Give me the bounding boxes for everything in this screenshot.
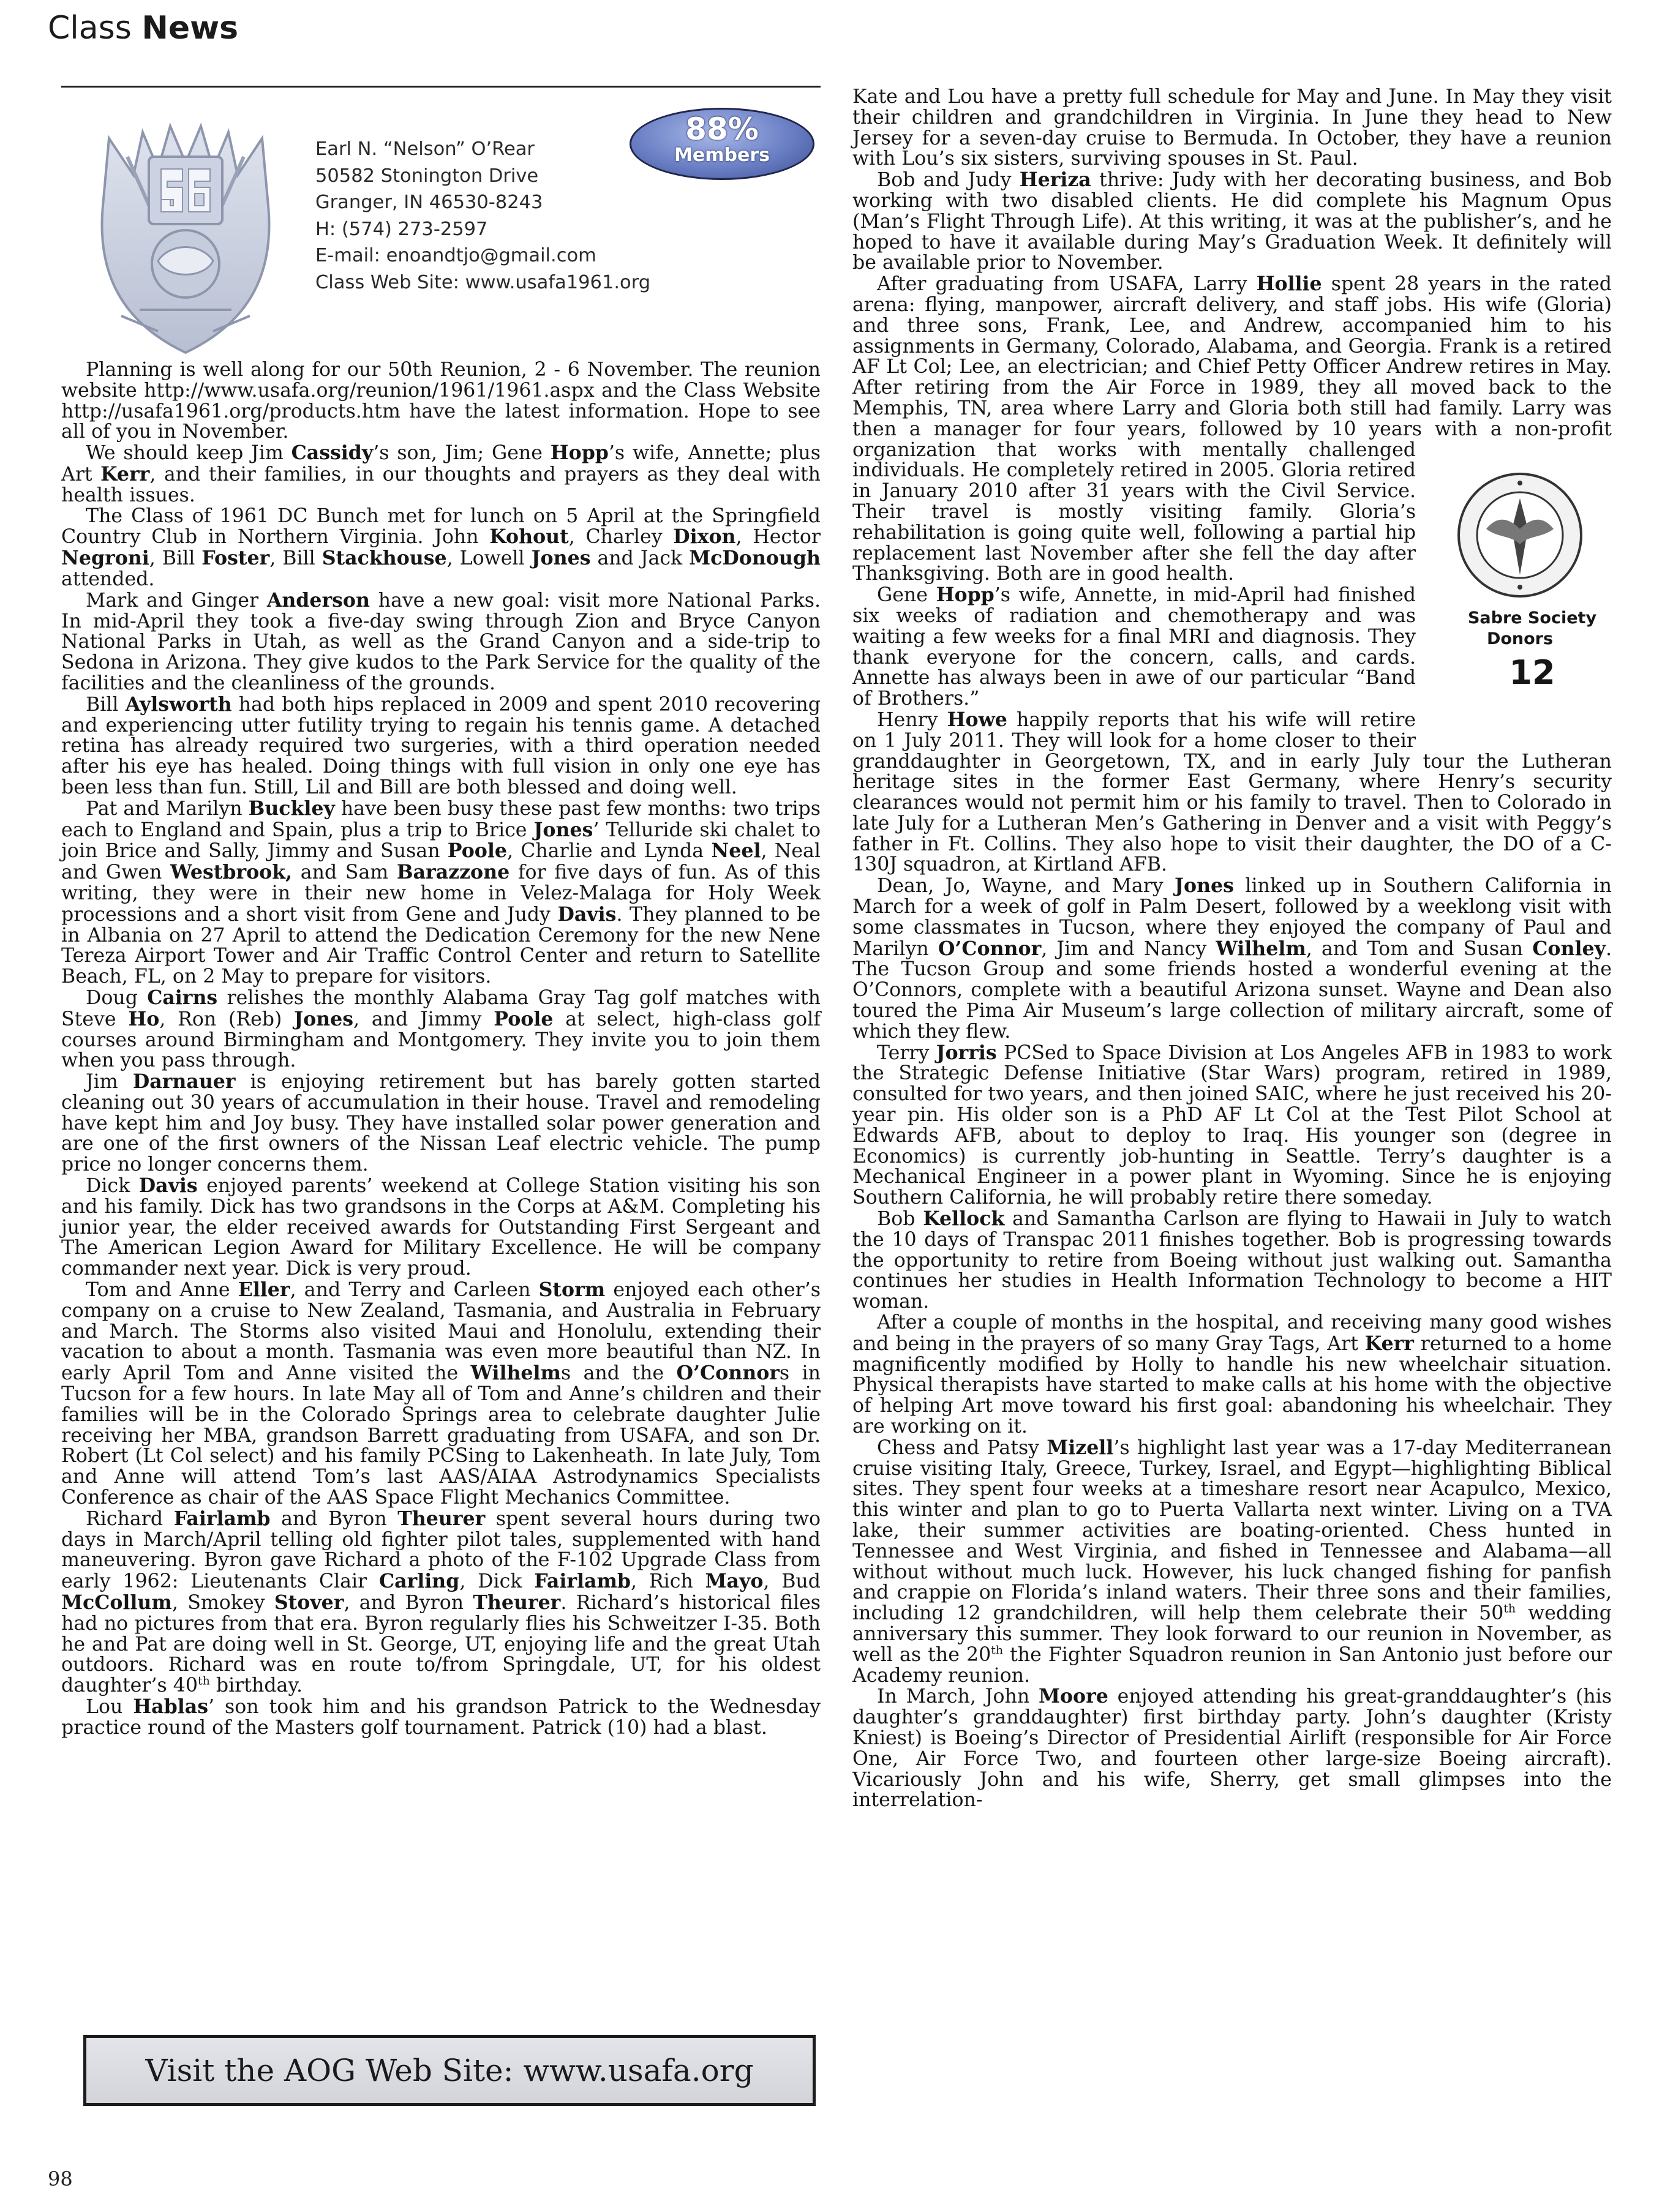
article-paragraph: Chess and Patsy Mizell’s highlight last year was a 17-day Mediterranean cruise visiting Italy, Greece, Turkey, Israel, and Egypt—highlighting Biblical sites. They spent four weeks at a timeshare resort near Acapulco, Mexico, this winter and plan to go to Puerta Vallarta next winter. Living on a TVA lake, their summer activities are boating-oriented. Chess hunted in Tennessee and West Virginia, and fished in Tennessee and Alabama—all without without much luck. However, his luck changed fishing for panfish and crappie on Florida’s inland waters. Their three sons and their families, including 12 grandchildren, will help them celebrate their 50th wedding anniversary this summer. They look forward to our reunion in November, as well as the 20th the Fighter Squadron reunion in San Antonio just before our Academy reunion.	[852, 1436, 1612, 1687]
membership-badge	[630, 108, 814, 180]
article-paragraph: We should keep Jim Cassidy’s son, Jim; Gene Hopp’s wife, Annette; plus Art Kerr, and their families, in our thoughts and prayers as they deal with health issues.	[61, 441, 821, 506]
article-paragraph: In March, John Moore enjoyed attending his great-granddaughter’s (his daughter’s granddaughter) first birthday party. John’s daughter (Kristy Kniest) is Boeing’s Director of Presidential Airlift (responsible for Air Force One, Air Force Two, and fourteen other large-size Boeing aircraft). Vicariously John and his wife, Sherry, get small glimpses into the interrelation-	[852, 1685, 1612, 1812]
phone-number: H: (574) 273-2597	[315, 218, 488, 240]
article-paragraph: After a couple of months in the hospital, and receiving many good wishes and being in the prayers of so many Gray Tags, Art Kerr returned to a home magnificently modified by Holly to handle his new wheelchair situation. Physical therapists have started to make calls at his home with the objective of helping Art move toward his first goal: abandoning his wheelchair. They are working on it.	[852, 1311, 1612, 1438]
scribe-name: Earl N. “Nelson” O’Rear	[315, 138, 535, 160]
aog-website-banner: Visit the AOG Web Site: www.usafa.org	[83, 2035, 816, 2106]
article-paragraph: Bill Aylsworth had both hips replaced in 2009 and spent 2010 recovering and experiencing utter futility trying to regain his tennis game. A detached retina has already required two surgeries, with a third operation needed after his eye has healed. Doing things with full vision in only one eye has been less than fun. Still, Lil and Bill are both blessed and doing well.	[61, 692, 821, 798]
article-paragraph: The Class of 1961 DC Bunch met for lunch on 5 April at the Springfield Country Club in Northern Virginia. John Kohout, Charley Dixon, Hector Negroni, Bill Foster, Bill Stackhouse, Lowell Jones and Jack McDonough attended.	[61, 504, 821, 590]
class-of-1961-crest-icon	[85, 120, 287, 359]
sabre-society-box	[1428, 457, 1612, 745]
email-address: E-mail: enoandtjo@gmail.com	[315, 245, 596, 266]
membership-percent: 88%	[685, 111, 759, 147]
section-title-bold: News	[141, 10, 239, 47]
article-paragraph: Henry Howe happily reports that his wife will retire on 1 July 2011. They will look for a home closer to their granddaughter in Georgetown, TX, and in early July tour the Lutheran heritage sites in the former East Germany, where Henry’s security clearances would not permit him or his family to travel. Then to Colorado in late July for a Lutheran Men’s Gathering in Denver and a visit with Peggy’s father in Ft. Collins. They also hope to visit their daughter, the DO of a C-130J squadron, at Kirtland AFB.	[852, 708, 1612, 876]
sabre-society-label: Sabre Society Donors	[1467, 609, 1597, 649]
article-paragraph: Kate and Lou have a pretty full schedule for May and June. In May they visit their children and grandchildren in Virginia. In June they head to New Jersey for a seven-day cruise to Bermuda. In October, they have a reunion with Lou’s six sisters, surviving spouses in St. Paul.	[852, 86, 1612, 170]
section-title	[48, 11, 238, 46]
article-paragraph: Tom and Anne Eller, and Terry and Carleen Storm enjoyed each other’s company on a cruise to New Zealand, Tasmania, and Australia in February and March. The Storms also visited Maui and Honolulu, extending their vacation to about a month. Tasmania was even more beautiful than NZ. In early April Tom and Anne visited the Wilhelms and the O’Connors in Tucson for a few hours. In late May all of Tom and Anne’s children and their families will be in the Colorado Springs area to celebrate daughter Julie receiving her MBA, grandson Barrett graduating from USAFA, and son Dr. Robert (Lt Col select) and his family PCSing to Lakenheath. In late July, Tom and Anne will attend Tom’s last AAS/AIAA Astrodynamics Specialists Conference as chair of the AAS Space Flight Mechanics Committee.	[61, 1278, 821, 1509]
article-paragraph: Lou Hablas’ son took him and his grandson Patrick to the Wednesday practice round of the Masters golf tournament. Patrick (10) had a blast.	[61, 1695, 821, 1739]
article-paragraph: Sabre Society Donors 12 After graduating from USAFA, Larry Hollie spent 28 years in the rated arena: flying, manpower, aircraft delivery, and staff jobs. His wife (Gloria) and three sons, Frank, Lee, and Andrew, accompanied him to his assignments in Germany, Colorado, Alabama, and Georgia. Frank is a retired AF Lt Col; Lee, an electrician; and Chief Petty Officer Andrew retires in May. After retiring from the Air Force in 1989, they all moved back to the Memphis, TN, area where Larry and Gloria both still had family. Larry was then a manager for four years, followed by 10 years with a non-profit organization that works with mentally challenged individuals. He completely retired in 2005. Gloria retired in January 2010 after 31 years with the Civil Service. Their travel is mostly visiting family. Gloria’s rehabilitation is going quite well, following a partial hip replacement last November after she fell the day after Thanksgiving. Both are in good health.	[852, 274, 1612, 585]
class-website: Class Web Site: www.usafa1961.org	[315, 271, 651, 293]
article-paragraph: Dean, Jo, Wayne, and Mary Jones linked up in Southern California in March for a week of golf in Palm Desert, followed by a weeklong visit with some classmates in Tucson, where they enjoyed the company of Paul and Marilyn O’Connor, Jim and Nancy Wilhelm, and Tom and Susan Conley. The Tucson Group and some friends hosted a wonderful evening at the O’Connors, complete with a beautiful Arizona sunset. Wayne and Dean also toured the Pima Air Museum’s large collection of military aircraft, some of which they flew.	[852, 874, 1612, 1043]
article-paragraph: Doug Cairns relishes the monthly Alabama Gray Tag golf matches with Steve Ho, Ron (Reb) Jones, and Jimmy Poole at select, high-class golf courses around Birmingham and Montgomery. They invite you to join them when you pass through.	[61, 986, 821, 1072]
city-state-zip: Granger, IN 46530-8243	[315, 192, 543, 213]
section-title-light: Class	[48, 10, 132, 47]
page-number: 98	[48, 2167, 73, 2191]
sabre-society-count: 12	[1509, 653, 1555, 692]
right-column	[852, 87, 1612, 1811]
header-rule	[61, 86, 821, 88]
left-column	[61, 360, 821, 1739]
article-paragraph: Richard Fairlamb and Byron Theurer spent several hours during two days in March/April telling old fighter pilot tales, supplemented with hand maneuvering. Byron gave Richard a photo of the F-102 Upgrade Class from early 1962: Lieutenants Clair Carling, Dick Fairlamb, Rich Mayo, Bud McCollum, Smokey Stover, and Byron Theurer. Richard’s historical files had no pictures from that era. Byron regularly flies his Schweitzer I-35. Both he and Pat are doing well in St. George, UT, enjoying life and the great Utah outdoors. Richard was en route to/from Springdale, UT, for his oldest daughter’s 40th birthday.	[61, 1507, 821, 1697]
article-paragraph: Jim Darnauer is enjoying retirement but has barely gotten started cleaning out 30 years of accumulation in their house. Travel and remodeling have kept him and Joy busy. They have installed solar power generation and are one of the first owners of the Nissan Leaf electric vehicle. The pump price no longer concerns them.	[61, 1070, 821, 1176]
street-address: 50582 Stonington Drive	[315, 165, 539, 187]
article-paragraph: Bob Kellock and Samantha Carlson are flying to Hawaii in July to watch the 10 days of Transpac 2011 finishes together. Bob is progressing towards the opportunity to retire from Boeing without just walking out. Samantha continues her studies in Health Information Technology to become a HIT woman.	[852, 1207, 1612, 1313]
article-paragraph: Pat and Marilyn Buckley have been busy these past few months: two trips each to England and Spain, plus a trip to Brice Jones’ Telluride ski chalet to join Brice and Sally, Jimmy and Susan Poole, Charlie and Lynda Neel, Neal and Gwen Westbrook, and Sam Barazzone for five days of fun. As of this writing, they were in their new home in Velez-Malaga for Holy Week processions and a short visit from Gene and Judy Davis. They planned to be in Albania on 27 April to attend the Dedication Ceremony for the new Nene Tereza Airport Tower and Air Traffic Control Center and return to Satellite Beach, FL, on 2 May to prepare for visitors.	[61, 797, 821, 988]
article-paragraph: Gene Hopp’s wife, Annette, in mid-April had finished six weeks of radiation and chemotherapy and was waiting a few weeks for a final MRI and diagnosis. They thank everyone for the concern, calls, and cards. Annette has always been in awe of our particular “Band of Brothers.”	[852, 583, 1416, 710]
article-paragraph: Terry Jorris PCSed to Space Division at Los Angeles AFB in 1983 to work the Strategic Defense Initiative (Star Wars) program, retired in 1989, consulted for two years, and then joined SAIC, where he just received his 20-year pin. His older son is a PhD AF Lt Col at the Test Pilot School at Edwards AFB, about to deploy to Iraq. His younger son (degree in Economics) is currently job-hunting in Seattle. Terry’s daughter is a Mechanical Engineer in a power plant in Wyoming. Since he is enjoying Southern California, he will probably retire there someday.	[852, 1041, 1612, 1209]
membership-label: Members	[674, 144, 770, 166]
article-paragraph: Dick Davis enjoyed parents’ weekend at College Station visiting his son and his family. Dick has two grandsons in the Corps at A&M. Completing his junior year, the elder received awards for Outstanding First Sergeant and The American Legion Award for Military Excellence. He will be company commander next year. Dick is very proud.	[61, 1174, 821, 1280]
article-paragraph: Mark and Ginger Anderson have a new goal: visit more National Parks. In mid-April they took a five-day swing through Zion and Bryce Canyon National Parks in Utah, as well as the Grand Canyon and a side-trip to Sedona in Arizona. They give kudos to the Park Service for the quality of the facilities and the cleanliness of the grounds.	[61, 588, 821, 694]
sabre-society-seal-icon	[1456, 471, 1584, 599]
article-paragraph: Bob and Judy Heriza thrive: Judy with her decorating business, and Bob working with two disabled clients. He did complete his Magnum Opus (Man’s Flight Through Life). At this writing, it was at the publisher’s, and he hoped to have it available during May’s Graduation Week. It definitely will be available prior to November.	[852, 168, 1612, 274]
article-paragraph: Planning is well along for our 50th Reunion, 2 - 6 November. The reunion website http://www.usafa.org/reunion/1961/1961.aspx and the Class Website http://usafa1961.org/products.htm have the latest information. Hope to see all of you in November.	[61, 359, 821, 443]
